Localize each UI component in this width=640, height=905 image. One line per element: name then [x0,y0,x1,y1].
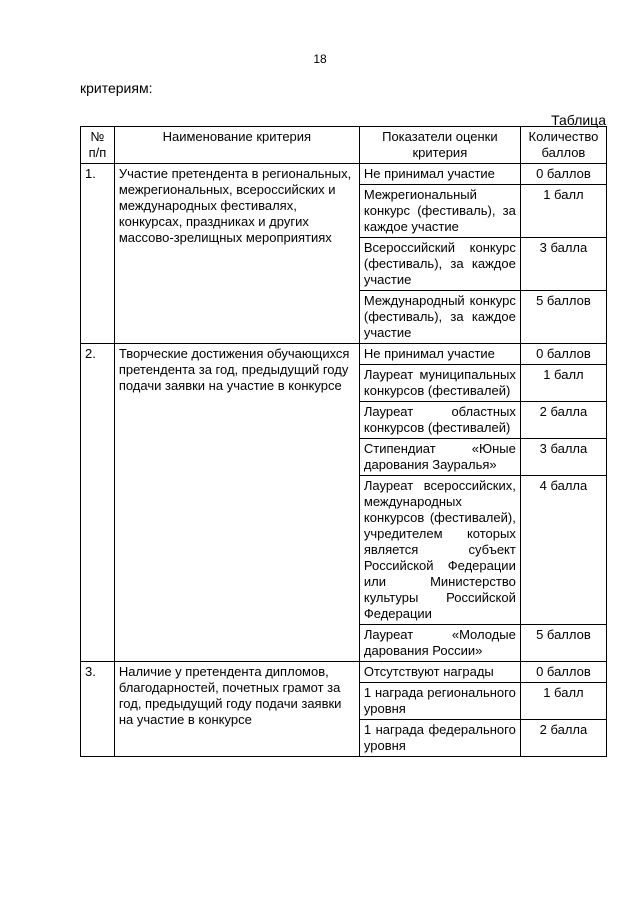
indicator-cell: Международный конкурс (фестиваль), за каждое участие [359,291,520,344]
indicator-cell: Отсутствуют награды [359,662,520,683]
intro-text: критериям: [80,80,153,96]
indicator-cell: Лауреат «Молодые дарования России» [359,625,520,662]
indicator-cell: Не принимал участие [359,164,520,185]
table-row [81,164,607,185]
table-label: Таблица [551,112,606,128]
header-number: № п/п [81,127,115,164]
criterion-name: Творческие достижения обучающихся претендента за год, предыдущий году подачи заявки на участие в конкурсе [114,344,359,662]
points-cell: 4 балла [520,476,606,625]
table-row [81,662,607,683]
page-number: 18 [313,52,327,66]
header-criterion-name: Наименование критерия [114,127,359,164]
indicator-cell: Всероссийский конкурс (фестиваль), за каждое участие [359,238,520,291]
points-cell: 5 баллов [520,291,606,344]
points-cell: 1 балл [520,185,606,238]
indicator-cell: Стипендиат «Юные дарования Зауралья» [359,439,520,476]
indicator-cell: 1 награда федерального уровня [359,720,520,757]
points-cell: 0 баллов [520,662,606,683]
points-cell: 2 балла [520,402,606,439]
criterion-name: Наличие у претендента дипломов, благодарностей, почетных грамот за год, предыдущий году подачи заявки на участие в конкурсе [114,662,359,757]
points-cell: 0 баллов [520,344,606,365]
header-indicators: Показатели оценки критерия [359,127,520,164]
table-row [81,344,607,365]
indicator-cell: Не принимал участие [359,344,520,365]
header-points: Количество баллов [520,127,606,164]
points-cell: 3 балла [520,238,606,291]
points-cell: 3 балла [520,439,606,476]
criterion-number: 1. [81,164,115,344]
points-cell: 5 баллов [520,625,606,662]
points-cell: 1 балл [520,683,606,720]
criterion-number: 2. [81,344,115,662]
points-cell: 0 баллов [520,164,606,185]
points-cell: 1 балл [520,365,606,402]
indicator-cell: Межрегиональный конкурс (фестиваль), за каждое участие [359,185,520,238]
points-cell: 2 балла [520,720,606,757]
indicator-cell: Лауреат муниципальных конкурсов (фестивалей) [359,365,520,402]
indicator-cell: Лауреат областных конкурсов (фестивалей) [359,402,520,439]
indicator-cell: Лауреат всероссийских, международных конкурсов (фестивалей), учредителем которых является субъект Российской Федерации или Министерство культуры Российской Федерации [359,476,520,625]
indicator-cell: 1 награда регионального уровня [359,683,520,720]
criterion-number: 3. [81,662,115,757]
criterion-name: Участие претендента в региональных, межрегиональных, всероссийских и международных фестивалях, конкурсах, праздниках и других массово-зрелищных мероприятиях [114,164,359,344]
table-header-row [81,127,607,164]
criteria-table [80,126,607,757]
